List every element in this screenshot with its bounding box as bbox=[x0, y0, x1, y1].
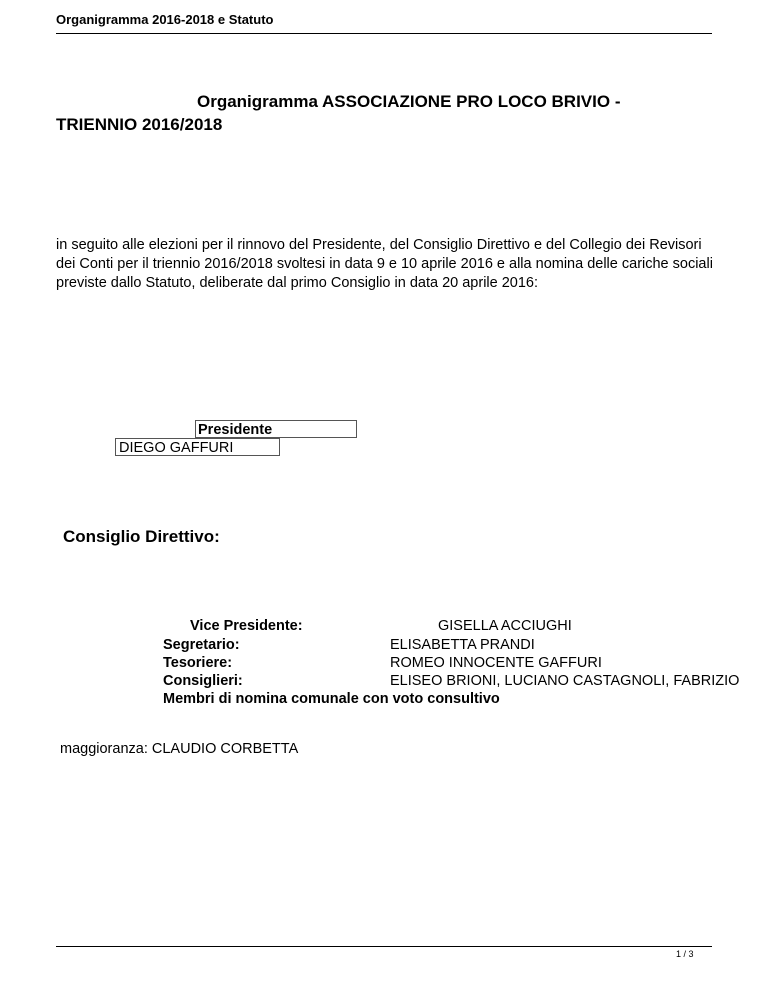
document-title-line1: Organigramma ASSOCIAZIONE PRO LOCO BRIVIO - bbox=[197, 92, 621, 111]
president-name-cell: DIEGO GAFFURI bbox=[115, 438, 280, 456]
page-header-title: Organigramma 2016-2018 e Statuto bbox=[56, 12, 274, 27]
page-number: 1 / 3 bbox=[676, 949, 694, 959]
tesoriere-label: Tesoriere: bbox=[163, 655, 233, 671]
segretario-label: Segretario: bbox=[163, 637, 240, 653]
consiglieri-value: ELISEO BRIONI, LUCIANO CASTAGNOLI, FABRIZIO bbox=[390, 673, 740, 689]
tesoriere-value: ROMEO INNOCENTE GAFFURI bbox=[390, 655, 602, 671]
president-label-cell: Presidente bbox=[195, 420, 357, 438]
footer-divider bbox=[56, 946, 712, 947]
consiglio-direttivo-heading: Consiglio Direttivo: bbox=[63, 527, 220, 546]
maggioranza-text: maggioranza: CLAUDIO CORBETTA bbox=[60, 741, 299, 757]
segretario-value: ELISABETTA PRANDI bbox=[390, 637, 535, 653]
vice-presidente-label: Vice Presidente: bbox=[190, 618, 303, 634]
consiglieri-label: Consiglieri: bbox=[163, 673, 243, 689]
document-title-line2: TRIENNIO 2016/2018 bbox=[56, 115, 223, 134]
header-divider bbox=[56, 33, 712, 34]
vice-presidente-value: GISELLA ACCIUGHI bbox=[438, 618, 572, 634]
membri-nomina-label: Membri di nomina comunale con voto consultivo bbox=[163, 691, 500, 707]
intro-paragraph: in seguito alle elezioni per il rinnovo del Presidente, del Consiglio Direttivo e del Collegio dei Revisori dei Conti per il triennio 2016/2018 svoltesi in data 9 e 10 aprile 2016 e alla nomina delle cariche sociali previste dallo Statuto, deliberate dal primo Consiglio in data 20 aprile 2016: bbox=[56, 237, 713, 291]
